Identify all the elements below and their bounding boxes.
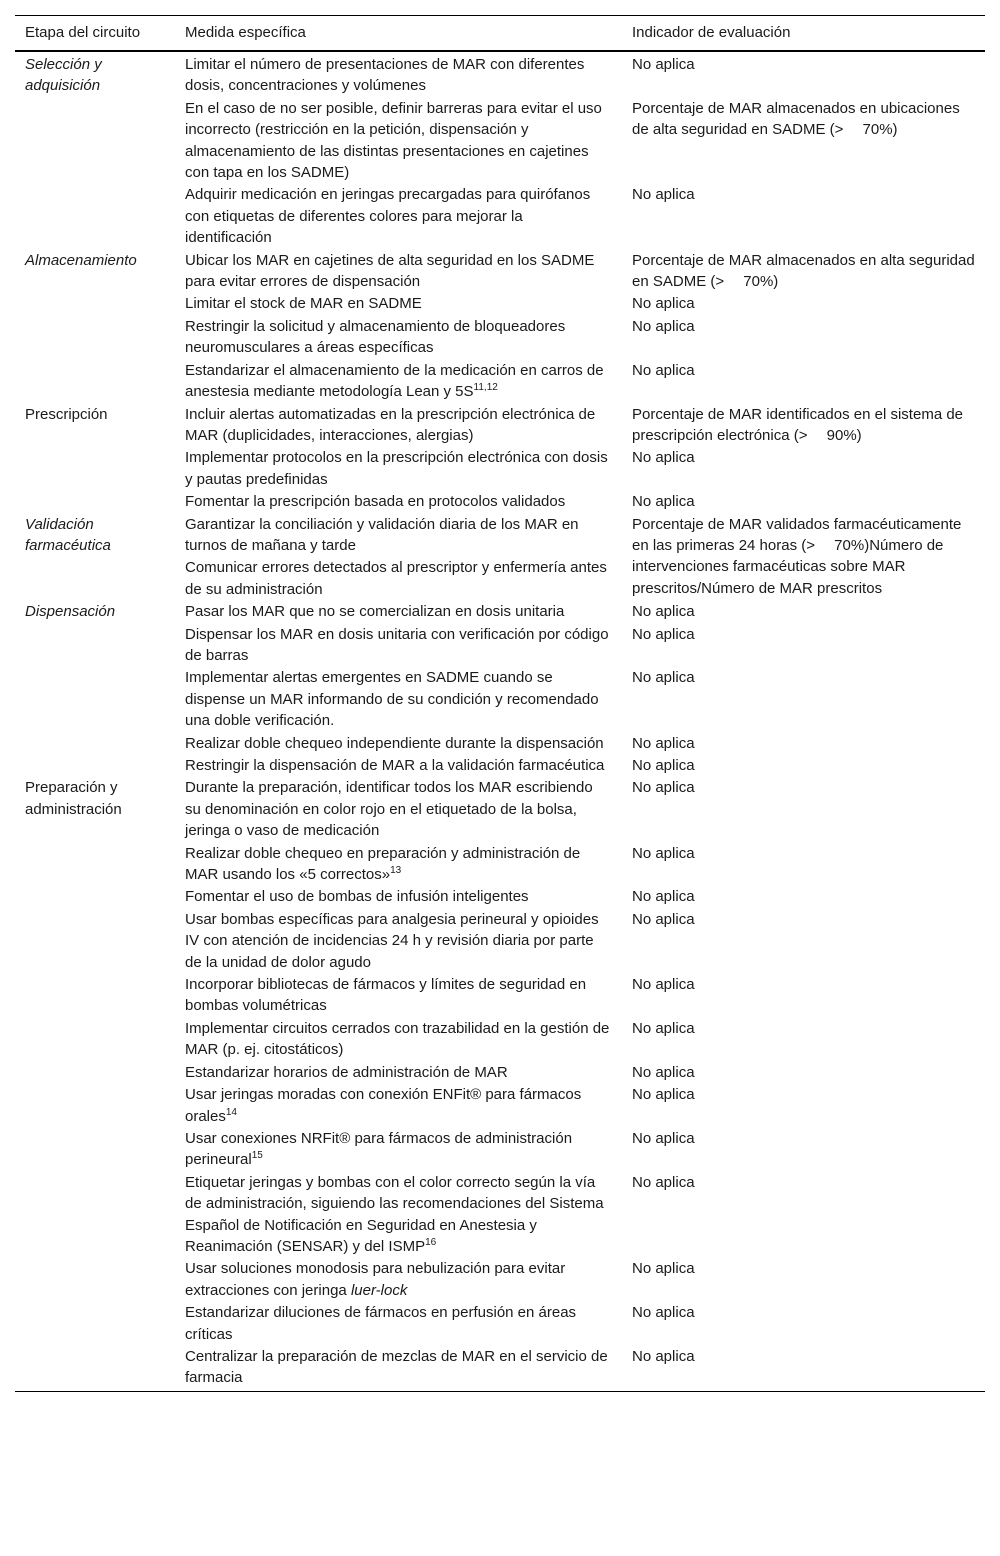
cell-indicator: No aplica — [632, 1173, 695, 1191]
table-row — [15, 51, 985, 97]
cell-indicator: Porcentaje de MAR almacenados en ubicaciones de alta seguridad en SADME (> 70%) — [632, 99, 960, 139]
cell-measure — [175, 513, 622, 557]
cell-indicator: No aplica — [632, 1304, 695, 1322]
cell-measure — [175, 666, 622, 731]
measure-text: Implementar protocolos en la prescripción electrónica con dosis y pautas predefinidas — [185, 449, 608, 488]
cell-stage — [15, 315, 175, 359]
reference-superscript: 16 — [425, 1236, 437, 1248]
cell-stage — [15, 1257, 175, 1301]
cell-stage — [15, 1345, 175, 1391]
cell-indicator: No aplica — [632, 295, 695, 313]
measure-text: Estandarizar diluciones de fármacos en perfusión en áreas críticas — [185, 1304, 577, 1343]
measure-text: Usar conexiones NRFit® para fármacos de administración perineural — [185, 1129, 573, 1169]
table-row — [15, 315, 985, 359]
cell-indicator: No aplica — [632, 910, 695, 928]
table-row — [15, 1257, 985, 1301]
measure-text: Pasar los MAR que no se comercializan en dosis unitaria — [185, 603, 565, 621]
header-stage: Etapa del circuito — [25, 24, 141, 41]
cell-measure — [175, 556, 622, 600]
reference-superscript: 13 — [390, 865, 402, 877]
cell-measure — [175, 359, 622, 403]
cell-measure — [175, 1171, 622, 1258]
measure-text: Restringir la dispensación de MAR a la validación farmacéutica — [185, 757, 605, 774]
cell-measure — [175, 183, 622, 248]
cell-stage: Prescripción — [25, 405, 108, 423]
cell-stage — [15, 1061, 175, 1083]
measures-table — [15, 15, 985, 1392]
cell-indicator: No aplica — [632, 56, 695, 73]
cell-stage — [15, 556, 175, 600]
cell-indicator: No aplica — [632, 757, 695, 774]
cell-measure — [175, 403, 622, 447]
cell-indicator: No aplica — [632, 317, 695, 335]
cell-measure — [175, 973, 622, 1017]
measure-text: Usar soluciones monodosis para nebulización para evitar extracciones con jeringa — [185, 1260, 566, 1299]
cell-indicator: Porcentaje de MAR almacenados en alta seguridad en SADME (> 70%) — [632, 251, 975, 291]
cell-measure — [175, 1017, 622, 1061]
cell-indicator: Porcentaje de MAR validados farmacéuticamente en las primeras 24 horas (> 70%)Número de intervenciones farmacéuticas sobre MAR prescritos/Número de MAR prescritos — [632, 515, 962, 597]
cell-stage — [15, 1171, 175, 1258]
cell-stage: Preparación y administración — [25, 779, 122, 818]
cell-indicator: No aplica — [632, 976, 695, 994]
table-row — [15, 732, 985, 754]
cell-indicator: No aplica — [632, 625, 695, 643]
cell-stage — [15, 490, 175, 512]
table-row — [15, 623, 985, 667]
table-row — [15, 1083, 985, 1127]
measure-text: Limitar el stock de MAR en SADME — [185, 295, 422, 313]
measure-text: Comunicar errores detectados al prescriptor y enfermería antes de su administración — [185, 559, 607, 598]
cell-indicator: No aplica — [632, 1019, 695, 1037]
table-row — [15, 446, 985, 490]
measure-text: Implementar alertas emergentes en SADME cuando se dispense un MAR informando de su condición y recomendado una doble verificación. — [185, 669, 599, 730]
header-indicator: Indicador de evaluación — [632, 24, 791, 41]
cell-indicator: No aplica — [632, 603, 695, 621]
table-row — [15, 600, 985, 622]
cell-measure — [175, 600, 622, 622]
table-row — [15, 403, 985, 447]
measure-text: Etiquetar jeringas y bombas con el color correcto según la vía de administración, siguiendo las recomendaciones del Sistema Español de Notificación en Seguridad en Anestesia y Reanimación (SENSAR) y del ISMP — [185, 1173, 604, 1255]
cell-stage — [15, 1301, 175, 1345]
cell-indicator: No aplica — [632, 779, 695, 797]
table-header — [15, 16, 985, 52]
cell-indicator: No aplica — [632, 493, 695, 511]
cell-measure — [175, 1345, 622, 1391]
cell-measure — [175, 623, 622, 667]
measure-text: Incorporar bibliotecas de fármacos y límites de seguridad en bombas volumétricas — [185, 976, 587, 1015]
cell-stage — [15, 623, 175, 667]
table-row — [15, 842, 985, 886]
cell-stage — [15, 97, 175, 184]
cell-stage — [15, 446, 175, 490]
table-row — [15, 1061, 985, 1083]
table-row — [15, 183, 985, 248]
cell-measure — [175, 1061, 622, 1083]
cell-indicator: No aplica — [632, 734, 695, 752]
cell-stage — [15, 732, 175, 754]
table-row — [15, 490, 985, 512]
cell-measure — [175, 490, 622, 512]
cell-measure — [175, 908, 622, 973]
cell-stage — [15, 292, 175, 314]
measure-text: Ubicar los MAR en cajetines de alta seguridad en los SADME para evitar errores de dispensación — [185, 251, 595, 291]
cell-indicator: No aplica — [632, 1129, 695, 1147]
measure-text: Fomentar el uso de bombas de infusión inteligentes — [185, 888, 529, 906]
measure-text: luer-lock — [350, 1281, 408, 1299]
header-row — [15, 16, 985, 52]
cell-indicator: No aplica — [632, 1347, 695, 1365]
cell-indicator: Porcentaje de MAR identificados en el sistema de prescripción electrónica (> 90%) — [632, 405, 964, 444]
measure-text: Realizar doble chequeo en preparación y administración de MAR usando los «5 correctos» — [185, 844, 581, 884]
table-row — [15, 1017, 985, 1061]
measure-text: Centralizar la preparación de mezclas de MAR en el servicio de farmacia — [185, 1347, 608, 1387]
measure-text: Incluir alertas automatizadas en la prescripción electrónica de MAR (duplicidades, interacciones, alergias) — [185, 405, 596, 444]
cell-indicator: No aplica — [632, 669, 695, 687]
cell-indicator: No aplica — [632, 844, 695, 862]
table-row — [15, 1171, 985, 1258]
table-row — [15, 359, 985, 403]
cell-measure — [175, 1257, 622, 1301]
cell-measure — [175, 885, 622, 907]
cell-measure — [175, 249, 622, 293]
cell-stage — [15, 754, 175, 776]
cell-measure — [175, 51, 622, 97]
cell-stage — [15, 1017, 175, 1061]
reference-superscript: 14 — [225, 1106, 237, 1118]
cell-measure — [175, 842, 622, 886]
table-row — [15, 973, 985, 1017]
cell-stage — [15, 842, 175, 886]
header-measure: Medida específica — [185, 24, 306, 41]
table-body — [15, 51, 985, 1391]
cell-indicator: No aplica — [632, 361, 695, 379]
table-row — [15, 885, 985, 907]
cell-stage — [15, 666, 175, 731]
reference-superscript: 15 — [251, 1150, 263, 1162]
cell-stage — [15, 1083, 175, 1127]
measure-text: Implementar circuitos cerrados con trazabilidad en la gestión de MAR (p. ej. citostáticos) — [185, 1019, 610, 1059]
cell-measure — [175, 1127, 622, 1171]
cell-stage — [15, 973, 175, 1017]
table-row — [15, 776, 985, 841]
measure-text: Dispensar los MAR en dosis unitaria con verificación por código de barras — [185, 625, 609, 664]
measure-text: Limitar el número de presentaciones de MAR con diferentes dosis, concentraciones y volúmenes — [185, 56, 585, 95]
cell-measure — [175, 732, 622, 754]
measures-table-container — [15, 15, 985, 1392]
cell-indicator: No aplica — [632, 1086, 695, 1104]
measure-text: Estandarizar horarios de administración de MAR — [185, 1063, 508, 1081]
table-row — [15, 908, 985, 973]
table-row — [15, 292, 985, 314]
table-row — [15, 754, 985, 776]
table-row — [15, 249, 985, 293]
cell-measure — [175, 97, 622, 184]
table-row — [15, 1127, 985, 1171]
cell-stage — [15, 908, 175, 973]
measure-text: Garantizar la conciliación y validación diaria de los MAR en turnos de mañana y tarde — [185, 515, 579, 554]
cell-measure — [175, 315, 622, 359]
cell-stage — [15, 1127, 175, 1171]
cell-stage: Validación farmacéutica — [25, 515, 111, 554]
measure-text: Realizar doble chequeo independiente durante la dispensación — [185, 734, 604, 752]
cell-indicator: No aplica — [632, 1260, 695, 1278]
cell-stage — [15, 359, 175, 403]
measure-text: Adquirir medicación en jeringas precargadas para quirófanos con etiquetas de diferentes colores para mejorar la identificación — [185, 186, 591, 247]
cell-measure — [175, 1301, 622, 1345]
cell-measure — [175, 754, 622, 776]
cell-stage: Selección y adquisición — [25, 56, 102, 95]
cell-indicator: No aplica — [632, 1063, 695, 1081]
cell-measure — [175, 446, 622, 490]
cell-indicator: No aplica — [632, 888, 695, 906]
measure-text: Restringir la solicitud y almacenamiento de bloqueadores neuromusculares a áreas específicas — [185, 317, 566, 357]
cell-measure — [175, 776, 622, 841]
cell-indicator: No aplica — [632, 186, 695, 204]
table-row — [15, 666, 985, 731]
cell-stage: Dispensación — [25, 603, 116, 621]
measure-text: Usar jeringas moradas con conexión ENFit® para fármacos orales — [185, 1086, 582, 1125]
table-row — [15, 1345, 985, 1391]
measure-text: Estandarizar el almacenamiento de la medicación en carros de anestesia mediante metodología Lean y 5S — [185, 361, 604, 401]
measure-text: Durante la preparación, identificar todos los MAR escribiendo su denominación en color rojo en el etiquetado de la bolsa, jeringa o vaso de medicación — [185, 779, 593, 840]
cell-stage: Almacenamiento — [25, 251, 137, 269]
cell-measure — [175, 292, 622, 314]
measure-text: Usar bombas específicas para analgesia perineural y opioides IV con atención de incidencias 24 h y revisión diaria por parte de la unidad de dolor agudo — [185, 910, 599, 971]
cell-measure — [175, 1083, 622, 1127]
table-row — [15, 97, 985, 184]
cell-stage — [15, 885, 175, 907]
table-row — [15, 1301, 985, 1345]
cell-stage — [15, 183, 175, 248]
table-row — [15, 513, 985, 557]
reference-superscript: 11,12 — [473, 382, 498, 394]
measure-text: Fomentar la prescripción basada en protocolos validados — [185, 493, 566, 511]
cell-indicator: No aplica — [632, 449, 695, 467]
measure-text: En el caso de no ser posible, definir barreras para evitar el uso incorrecto (restricción en la petición, dispensación y almacenamiento de las distintas presentaciones en cajetines con tapa en los SADME) — [185, 99, 602, 182]
